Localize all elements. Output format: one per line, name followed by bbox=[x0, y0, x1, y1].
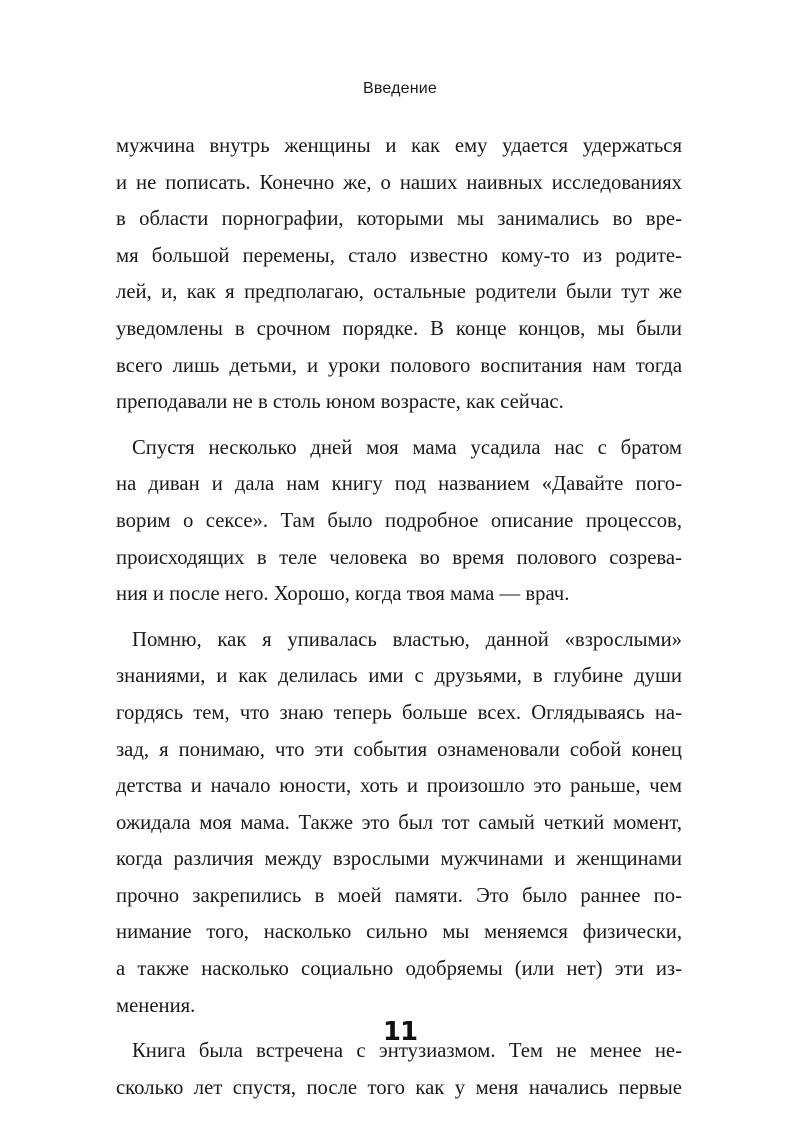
text-line: происходящих в теле человека во время полового созрева- bbox=[116, 546, 682, 569]
text-line: нимание того, насколько сильно мы меняемся физически, bbox=[116, 921, 682, 944]
body-text bbox=[116, 128, 682, 1106]
text-line: Книга была встречена с энтузиазмом. Тем не менее не- bbox=[132, 1040, 682, 1063]
text-line: ожидала моя мама. Также это был тот самый четкий момент, bbox=[116, 811, 682, 834]
text-line: Помню, как я упивалась властью, данной «взрослыми» bbox=[132, 628, 682, 651]
text-line: знаниями, и как делилась ими с друзьями, в глубине души bbox=[116, 665, 682, 688]
text-line: а также насколько социально одобряемы (или нет) эти из- bbox=[116, 958, 682, 981]
text-line: мужчина внутрь женщины и как ему удается удержаться bbox=[116, 135, 682, 157]
text-line: прочно закрепились в моей памяти. Это было раннее по- bbox=[116, 884, 682, 907]
text-line: преподавали не в столь юном возрасте, как сейчас. bbox=[116, 391, 564, 414]
text-line: сколько лет спустя, после того как у меня начались первые bbox=[116, 1076, 682, 1099]
text-line: Спустя несколько дней моя мама усадила нас с братом bbox=[132, 436, 682, 459]
text-line: уведомлены в срочном порядке. В конце концов, мы были bbox=[116, 317, 682, 340]
paragraph-gap bbox=[116, 613, 682, 622]
text-line: зад, я понимаю, что эти события ознаменовали собой конец bbox=[116, 738, 682, 761]
paragraph-gap bbox=[116, 421, 682, 430]
text-line: гордясь тем, что знаю теперь больше всех. Оглядываясь на- bbox=[116, 701, 682, 724]
text-line: ворим о сексе». Там было подробное описание процессов, bbox=[116, 509, 682, 532]
page-number: 11 bbox=[382, 1017, 418, 1047]
text-line: лей, и, как я предполагаю, остальные родители были тут же bbox=[116, 281, 682, 304]
text-line: и не пописать. Конечно же, о наших наивных исследованиях bbox=[116, 171, 682, 194]
text-line: всего лишь детьми, и уроки полового воспитания нам тогда bbox=[116, 354, 682, 377]
text-line: мя большой перемены, стало известно кому-то из родите- bbox=[116, 244, 682, 267]
text-line: детства и начало юности, хоть и произошло это раньше, чем bbox=[116, 775, 682, 798]
text-line: менения. bbox=[116, 994, 196, 1017]
text-line: ния и после него. Хорошо, когда твоя мама — врач. bbox=[116, 583, 570, 606]
text-line: когда различия между взрослыми мужчинами и женщинами bbox=[116, 848, 682, 871]
text-line: в области порнографии, которыми мы занимались во вре- bbox=[116, 208, 682, 231]
text-line: на диван и дала нам книгу под названием «Давайте пого- bbox=[116, 473, 682, 496]
running-head: Введение bbox=[362, 80, 438, 97]
